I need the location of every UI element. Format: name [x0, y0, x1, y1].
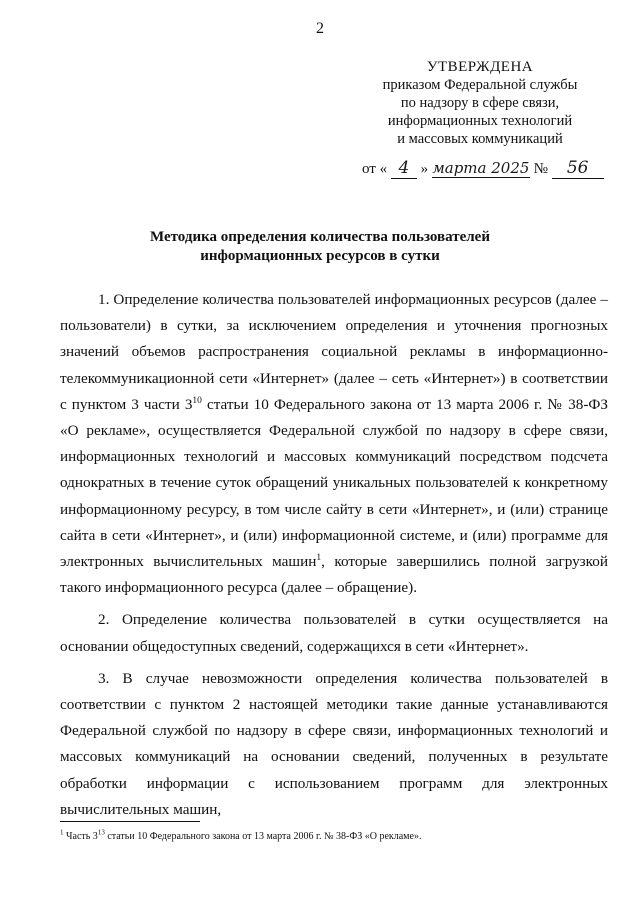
footnote-mark: 1 — [60, 828, 64, 837]
approval-line: приказом Федеральной службы — [382, 77, 578, 93]
order-prefix: от « — [362, 161, 388, 177]
order-date-number — [362, 158, 612, 182]
paragraph-1 — [60, 287, 608, 601]
paragraph-1-text: , которые завершились полной загрузкой такого информационного ресурса (далее – обращение). — [60, 553, 609, 597]
paragraph-1-text: статьи 10 Федерального закона от 13 марта 2006 г. № 38-ФЗ «О рекламе», осуществляется Федеральной службой по надзору в сфере связи, информационных технологий и массовых коммуникаций посредством подсчета однократных в течение суток обращений уникальных пользователей к конкретному информационному ресурсу, в том числе сайту в сети «Интернет», и (или) странице сайта в сети «Интернет», и (или) информационной системе, и (или) программе для электронных вычислительных машин — [60, 395, 608, 571]
page-number: 2 — [316, 20, 324, 37]
footnote-superscript: 13 — [97, 828, 105, 837]
approval-title: УТВЕРЖДЕНА — [426, 59, 534, 75]
paragraph-1-text: 1. Определение количества пользователей информационных ресурсов (далее – пользователи) в сутки, за исключением определения и уточнения прогнозных значений объемов распространения социальной рекламы в информационно-телекоммуникационной сети «Интернет» (далее – сеть «Интернет») в соответствии с пунктом 3 части 3 — [60, 291, 608, 413]
footnote-text: Часть 3 — [63, 831, 98, 842]
order-mid: » — [420, 161, 429, 177]
footnote-divider — [60, 821, 200, 822]
approval-line: по надзору в сфере связи, — [400, 95, 560, 111]
order-number-label: № — [533, 161, 548, 177]
approval-line: информационных технологий — [387, 113, 573, 129]
title-line: Методика определения количества пользователей — [150, 229, 490, 245]
superscript: 10 — [192, 395, 202, 406]
order-number: 56 — [552, 158, 604, 179]
title-line: информационных ресурсов в сутки — [200, 248, 440, 264]
order-day: 4 — [391, 158, 417, 179]
approval-block — [340, 58, 620, 148]
footnote — [60, 830, 608, 843]
order-month-year: марта 2025 — [432, 159, 530, 177]
document-body — [60, 287, 608, 829]
paragraph-2: 2. Определение количества пользователей в сутки осуществляется на основании общедоступных сведений, содержащихся в сети «Интернет». — [60, 611, 608, 655]
footnote-text: статьи 10 Федерального закона от 13 марта 2006 г. № 38-ФЗ «О рекламе». — [104, 831, 422, 842]
document-title — [0, 228, 640, 266]
footnote-ref: 1 — [316, 552, 322, 563]
paragraph-3: 3. В случае невозможности определения количества пользователей в соответствии с пунктом 2 настоящей методики такие данные устанавливаются Федеральной службой по надзору в сфере связи, информационных технологий и массовых коммуникаций на основании сведений, полученных в результате обработки информации с использованием программ для электронных вычислительных машин, — [60, 669, 608, 818]
approval-line: и массовых коммуникаций — [397, 131, 563, 147]
